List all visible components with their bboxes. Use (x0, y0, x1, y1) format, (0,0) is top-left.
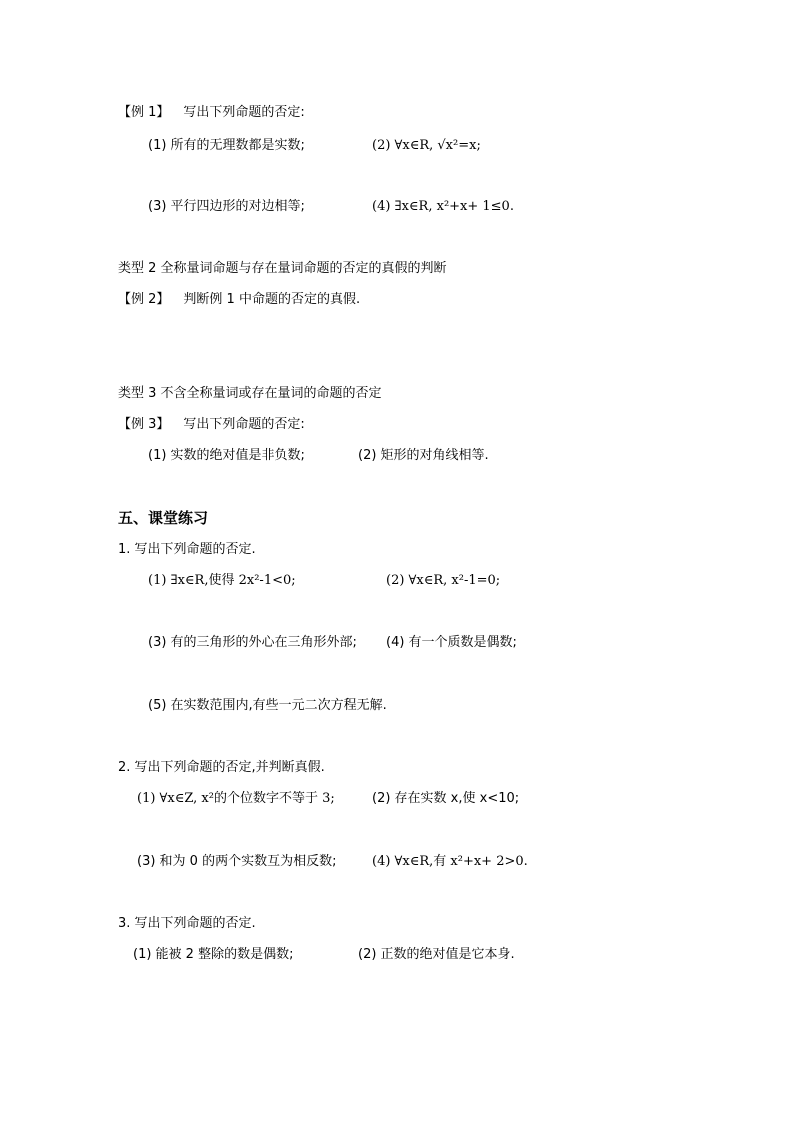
q3-item-2: (2) 正数的绝对值是它本身. (358, 947, 515, 962)
example-1-item-1: (1) 所有的无理数都是实数; (148, 138, 305, 153)
q2-item-4: (4) ∀x∈R,有 x²+x+ 2>0. (372, 854, 528, 869)
example-1-line (118, 104, 305, 122)
example-3-line (118, 416, 305, 434)
q3-item-1: (1) 能被 2 整除的数是偶数; (133, 947, 294, 962)
example-1-item-2: (2) ∀x∈R, √x²=x; (372, 138, 481, 153)
example-3-label: 【例 3】 (118, 417, 170, 432)
example-1-item-3: (3) 平行四边形的对边相等; (148, 199, 305, 214)
example-2-line (118, 291, 360, 309)
example-2-label: 【例 2】 (118, 292, 170, 307)
example-2-prompt: 判断例 1 中命题的否定的真假. (183, 292, 361, 307)
section-5-heading: 五、课堂练习 (118, 509, 209, 527)
type-3-heading: 类型 3 不含全称量词或存在量词的命题的否定 (118, 386, 382, 401)
q2-item-3: (3) 和为 0 的两个实数互为相反数; (137, 854, 337, 869)
example-3-prompt: 写出下列命题的否定: (183, 417, 305, 432)
q2-item-2: (2) 存在实数 x,使 x<10; (372, 791, 520, 806)
q3-title: 3. 写出下列命题的否定. (118, 916, 256, 931)
q1-title: 1. 写出下列命题的否定. (118, 542, 256, 557)
example-1-label: 【例 1】 (118, 105, 170, 120)
type-2-heading: 类型 2 全称量词命题与存在量词命题的否定的真假的判断 (118, 261, 447, 276)
q1-item-4: (4) 有一个质数是偶数; (386, 635, 517, 650)
example-3-item-2: (2) 矩形的对角线相等. (358, 448, 489, 463)
q1-item-3: (3) 有的三角形的外心在三角形外部; (148, 635, 357, 650)
example-3-item-1: (1) 实数的绝对值是非负数; (148, 448, 305, 463)
q2-item-1: (1) ∀x∈Z, x²的个位数字不等于 3; (137, 791, 335, 806)
example-1-item-4: (4) ∃x∈R, x²+x+ 1≤0. (372, 199, 514, 214)
q1-item-1: (1) ∃x∈R,使得 2x²-1<0; (148, 573, 296, 588)
q1-item-2: (2) ∀x∈R, x²-1=0; (386, 573, 501, 588)
q2-title: 2. 写出下列命题的否定,并判断真假. (118, 760, 325, 775)
q1-item-5: (5) 在实数范围内,有些一元二次方程无解. (148, 698, 387, 713)
example-1-prompt: 写出下列命题的否定: (183, 105, 305, 120)
